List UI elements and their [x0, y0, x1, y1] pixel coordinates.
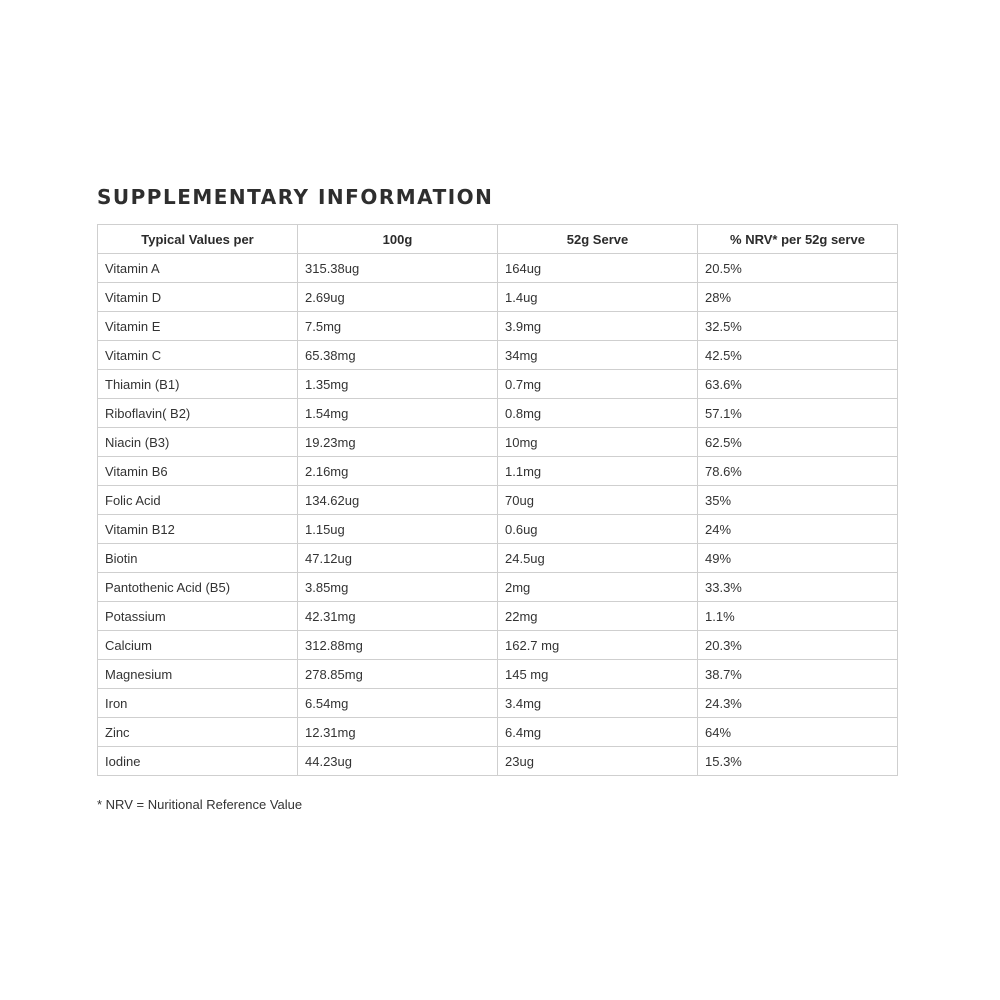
per-100g-cell: 1.54mg [298, 399, 498, 428]
nutrient-name-cell: Magnesium [98, 660, 298, 689]
per-100g-cell: 3.85mg [298, 573, 498, 602]
nrv-percent-cell: 78.6% [698, 457, 898, 486]
per-serve-cell: 145 mg [498, 660, 698, 689]
nutrient-name-cell: Potassium [98, 602, 298, 631]
table-header [98, 225, 898, 254]
per-100g-cell: 2.16mg [298, 457, 498, 486]
nutrient-name-cell: Biotin [98, 544, 298, 573]
table-row [98, 428, 898, 457]
nutrient-name-cell: Iodine [98, 747, 298, 776]
header-per-100g: 100g [298, 225, 498, 254]
nrv-percent-cell: 35% [698, 486, 898, 515]
nrv-percent-cell: 20.5% [698, 254, 898, 283]
table-row [98, 399, 898, 428]
per-100g-cell: 134.62ug [298, 486, 498, 515]
table-row [98, 283, 898, 312]
per-100g-cell: 12.31mg [298, 718, 498, 747]
nutrient-name-cell: Vitamin E [98, 312, 298, 341]
table-row [98, 631, 898, 660]
table-row [98, 718, 898, 747]
table-row [98, 544, 898, 573]
per-serve-cell: 162.7 mg [498, 631, 698, 660]
table-row [98, 457, 898, 486]
per-serve-cell: 23ug [498, 747, 698, 776]
per-100g-cell: 1.35mg [298, 370, 498, 399]
per-serve-cell: 70ug [498, 486, 698, 515]
table-row [98, 486, 898, 515]
per-100g-cell: 7.5mg [298, 312, 498, 341]
nutrient-name-cell: Calcium [98, 631, 298, 660]
nrv-percent-cell: 62.5% [698, 428, 898, 457]
nrv-percent-cell: 24.3% [698, 689, 898, 718]
nutrient-name-cell: Vitamin B6 [98, 457, 298, 486]
per-serve-cell: 10mg [498, 428, 698, 457]
table-row [98, 341, 898, 370]
nutrient-name-cell: Vitamin B12 [98, 515, 298, 544]
nrv-percent-cell: 20.3% [698, 631, 898, 660]
header-nrv-percent: % NRV* per 52g serve [698, 225, 898, 254]
per-serve-cell: 0.7mg [498, 370, 698, 399]
per-serve-cell: 1.4ug [498, 283, 698, 312]
header-typical-values: Typical Values per [98, 225, 298, 254]
nutrient-name-cell: Thiamin (B1) [98, 370, 298, 399]
table-row [98, 254, 898, 283]
nutrient-name-cell: Vitamin C [98, 341, 298, 370]
per-serve-cell: 34mg [498, 341, 698, 370]
nutrient-name-cell: Niacin (B3) [98, 428, 298, 457]
nutrient-name-cell: Iron [98, 689, 298, 718]
nrv-percent-cell: 38.7% [698, 660, 898, 689]
nrv-percent-cell: 33.3% [698, 573, 898, 602]
table-header-row [98, 225, 898, 254]
nrv-percent-cell: 1.1% [698, 602, 898, 631]
per-100g-cell: 19.23mg [298, 428, 498, 457]
per-serve-cell: 3.9mg [498, 312, 698, 341]
per-100g-cell: 278.85mg [298, 660, 498, 689]
per-100g-cell: 315.38ug [298, 254, 498, 283]
per-100g-cell: 6.54mg [298, 689, 498, 718]
footnote: * NRV = Nuritional Reference Value [97, 797, 303, 812]
per-serve-cell: 6.4mg [498, 718, 698, 747]
supplementary-info-table [97, 224, 898, 776]
per-serve-cell: 2mg [498, 573, 698, 602]
per-100g-cell: 312.88mg [298, 631, 498, 660]
per-100g-cell: 47.12ug [298, 544, 498, 573]
per-serve-cell: 0.6ug [498, 515, 698, 544]
nrv-percent-cell: 24% [698, 515, 898, 544]
per-serve-cell: 1.1mg [498, 457, 698, 486]
page-title: SUPPLEMENTARY INFORMATION [97, 185, 494, 209]
nrv-percent-cell: 15.3% [698, 747, 898, 776]
nrv-percent-cell: 57.1% [698, 399, 898, 428]
table-row [98, 312, 898, 341]
nutrient-name-cell: Riboflavin( B2) [98, 399, 298, 428]
table-row [98, 689, 898, 718]
nrv-percent-cell: 63.6% [698, 370, 898, 399]
nrv-percent-cell: 32.5% [698, 312, 898, 341]
table-row [98, 370, 898, 399]
per-serve-cell: 0.8mg [498, 399, 698, 428]
nrv-percent-cell: 49% [698, 544, 898, 573]
nutrient-name-cell: Vitamin D [98, 283, 298, 312]
header-per-serve: 52g Serve [498, 225, 698, 254]
per-100g-cell: 1.15ug [298, 515, 498, 544]
per-serve-cell: 164ug [498, 254, 698, 283]
nrv-percent-cell: 42.5% [698, 341, 898, 370]
nutrient-name-cell: Folic Acid [98, 486, 298, 515]
table-row [98, 660, 898, 689]
table-row [98, 573, 898, 602]
table-row [98, 747, 898, 776]
table-body [98, 254, 898, 776]
per-serve-cell: 3.4mg [498, 689, 698, 718]
nutrient-name-cell: Zinc [98, 718, 298, 747]
per-100g-cell: 44.23ug [298, 747, 498, 776]
per-serve-cell: 22mg [498, 602, 698, 631]
per-serve-cell: 24.5ug [498, 544, 698, 573]
nutrient-name-cell: Pantothenic Acid (B5) [98, 573, 298, 602]
nrv-percent-cell: 28% [698, 283, 898, 312]
nutrient-name-cell: Vitamin A [98, 254, 298, 283]
table-row [98, 602, 898, 631]
per-100g-cell: 2.69ug [298, 283, 498, 312]
table-row [98, 515, 898, 544]
nrv-percent-cell: 64% [698, 718, 898, 747]
per-100g-cell: 42.31mg [298, 602, 498, 631]
per-100g-cell: 65.38mg [298, 341, 498, 370]
